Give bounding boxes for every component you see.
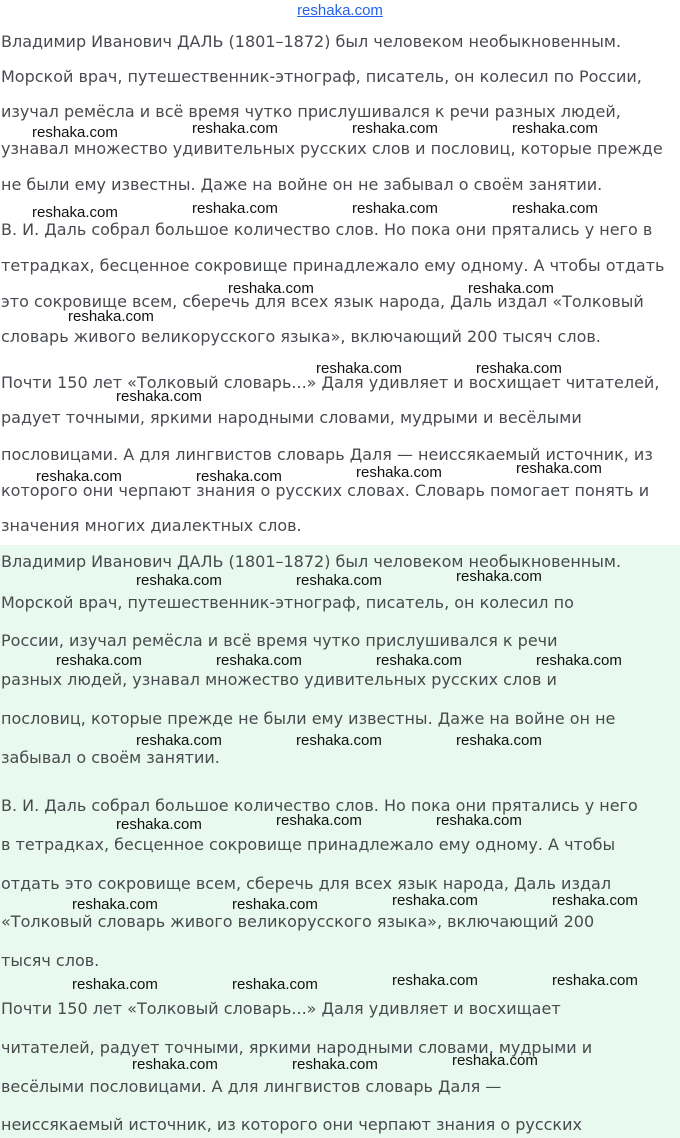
- text-line: неиссякаемый источник, из которого они черпают знания о русских: [1, 1115, 582, 1134]
- text-line: узнавал множество удивительных русских слов и пословиц, которые прежде: [1, 139, 663, 158]
- text-line: Почти 150 лет «Толковый словарь...» Даля удивляет и восхищает: [1, 999, 561, 1018]
- text-line: радует точными, яркими народными словами, мудрыми и весёлыми: [1, 408, 582, 427]
- text-line: В. И. Даль собрал большое количество слов. Но пока они прятались у него в: [1, 220, 653, 239]
- watermark: reshaka.com: [72, 896, 158, 913]
- text-line: тысяч слов.: [1, 951, 100, 970]
- text-line: Морской врач, путешественник-этнограф, писатель, он колесил по: [1, 593, 574, 612]
- text-line: пословиц, которые прежде не были ему известны. Даже на войне он не: [1, 709, 616, 728]
- watermark: reshaka.com: [452, 1052, 538, 1069]
- watermark: reshaka.com: [132, 1056, 218, 1073]
- watermark: reshaka.com: [392, 972, 478, 989]
- text-line: отдать это сокровище всем, сберечь для всех язык народа, Даль издал: [1, 874, 612, 893]
- watermark: reshaka.com: [116, 388, 202, 405]
- watermark: reshaka.com: [192, 200, 278, 217]
- watermark: reshaka.com: [216, 652, 302, 669]
- text-line: «Толковый словарь живого великорусского языка», включающий 200: [1, 912, 595, 931]
- watermark: reshaka.com: [116, 816, 202, 833]
- watermark: reshaka.com: [292, 1056, 378, 1073]
- text-line: Владимир Иванович ДАЛЬ (1801–1872) был человеком необыкновенным.: [1, 552, 622, 571]
- text-line: разных людей, узнавал множество удивительных русских слов и: [1, 670, 557, 689]
- text-line: это сокровище всем, сберечь для всех язык народа, Даль издал «Толковый: [1, 292, 644, 311]
- watermark: reshaka.com: [392, 892, 478, 909]
- watermark: reshaka.com: [232, 896, 318, 913]
- text-line: Морской врач, путешественник-этнограф, писатель, он колесил по России,: [1, 67, 642, 86]
- text-line: в тетрадках, бесценное сокровище принадлежало ему одному. А чтобы: [1, 835, 616, 854]
- watermark: reshaka.com: [468, 280, 554, 297]
- watermark: reshaka.com: [32, 204, 118, 221]
- text-line: тетрадках, бесценное сокровище принадлежало ему одному. А чтобы отдать: [1, 256, 665, 275]
- watermark: reshaka.com: [68, 308, 154, 325]
- watermark: reshaka.com: [356, 464, 442, 481]
- watermark: reshaka.com: [56, 652, 142, 669]
- watermark: reshaka.com: [476, 360, 562, 377]
- watermark: reshaka.com: [552, 972, 638, 989]
- watermark: reshaka.com: [296, 732, 382, 749]
- text-line: изучал ремёсла и всё время чутко прислушивался к речи разных людей,: [1, 102, 621, 121]
- text-line: забывал о своём занятии.: [1, 748, 220, 767]
- watermark: reshaka.com: [72, 976, 158, 993]
- watermark: reshaka.com: [352, 200, 438, 217]
- site-link[interactable]: reshaka.com: [297, 2, 383, 19]
- text-line: значения многих диалектных слов.: [1, 516, 302, 535]
- text-line: пословицами. А для лингвистов словарь Даля — неиссякаемый источник, из: [1, 445, 653, 464]
- watermark: reshaka.com: [456, 568, 542, 585]
- watermark: reshaka.com: [228, 280, 314, 297]
- watermark: reshaka.com: [32, 124, 118, 141]
- watermark: reshaka.com: [456, 732, 542, 749]
- watermark: reshaka.com: [552, 892, 638, 909]
- watermark: reshaka.com: [36, 468, 122, 485]
- text-line: весёлыми пословицами. А для лингвистов словарь Даля —: [1, 1077, 502, 1096]
- text-line: которого они черпают знания о русских словах. Словарь помогает понять и: [1, 481, 650, 500]
- text-line: В. И. Даль собрал большое количество слов. Но пока они прятались у него: [1, 796, 638, 815]
- watermark: reshaka.com: [512, 200, 598, 217]
- watermark: reshaka.com: [436, 812, 522, 829]
- text-line: словарь живого великорусского языка», включающий 200 тысяч слов.: [1, 327, 601, 346]
- watermark: reshaka.com: [296, 572, 382, 589]
- watermark: reshaka.com: [316, 360, 402, 377]
- watermark: reshaka.com: [192, 120, 278, 137]
- text-line: России, изучал ремёсла и всё время чутко прислушивался к речи: [1, 631, 558, 650]
- watermark: reshaka.com: [136, 572, 222, 589]
- watermark: reshaka.com: [536, 652, 622, 669]
- text-line: читателей, радует точными, яркими народными словами, мудрыми и: [1, 1038, 593, 1057]
- watermark: reshaka.com: [276, 812, 362, 829]
- watermark: reshaka.com: [232, 976, 318, 993]
- watermark: reshaka.com: [352, 120, 438, 137]
- watermark: reshaka.com: [516, 460, 602, 477]
- answer-text-block: [0, 545, 680, 1138]
- watermark: reshaka.com: [512, 120, 598, 137]
- watermark: reshaka.com: [136, 732, 222, 749]
- watermark: reshaka.com: [196, 468, 282, 485]
- text-line: не были ему известны. Даже на войне он не забывал о своём занятии.: [1, 175, 603, 194]
- watermark: reshaka.com: [376, 652, 462, 669]
- text-line: Владимир Иванович ДАЛЬ (1801–1872) был человеком необыкновенным.: [1, 32, 622, 51]
- text-line: Почти 150 лет «Толковый словарь...» Даля удивляет и восхищает читателей,: [1, 373, 660, 392]
